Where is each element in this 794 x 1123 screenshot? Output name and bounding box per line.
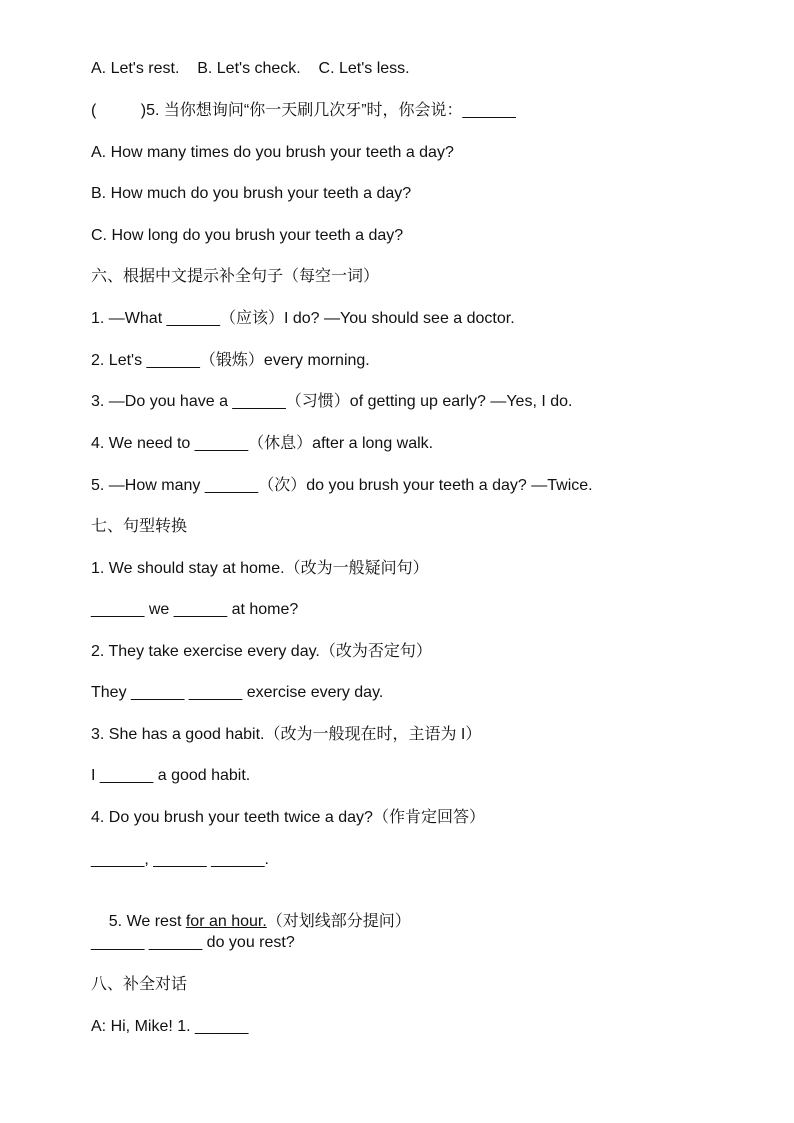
s7-answer-3: I ______ a good habit. <box>91 767 251 784</box>
s6-item-4: 4. We need to ______（休息）after a long walk. <box>91 435 434 452</box>
q5-question: ( )5. 当你想询问“你一天刷几次牙”时，你会说：______ <box>91 102 516 119</box>
s7-item-2: 2. They take exercise every day.（改为否定句） <box>91 643 432 660</box>
section-8-heading: 八、补全对话 <box>91 976 188 993</box>
s8-dialogue-line-1: A: Hi, Mike! 1. ______ <box>91 1018 249 1035</box>
s7-answer-4: ______, ______ ______. <box>91 851 269 868</box>
s7-answer-1: ______ we ______ at home? <box>91 601 299 618</box>
s7-item-5-underlined: for an hour. <box>185 913 267 930</box>
s6-item-5: 5. —How many ______（次）do you brush your teeth a day? —Twice. <box>91 477 593 494</box>
section-7-heading: 七、句型转换 <box>91 518 188 535</box>
s7-item-5-suffix: （对划线部分提问） <box>266 913 411 930</box>
q5-option-b: B. How much do you brush your teeth a day? <box>91 185 412 202</box>
s7-answer-5: ______ ______ do you rest? <box>91 934 295 951</box>
s6-item-3: 3. —Do you have a ______（习惯）of getting up early? —Yes, I do. <box>91 393 573 410</box>
section-6-heading: 六、根据中文提示补全句子（每空一词） <box>91 268 380 285</box>
s7-answer-2: They ______ ______ exercise every day. <box>91 684 384 701</box>
s7-item-5-prefix: 5. We rest <box>108 913 186 930</box>
s7-item-3: 3. She has a good habit.（改为一般现在时，主语为 I） <box>91 726 482 743</box>
q4-options: A. Let's rest. B. Let's check. C. Let's less. <box>91 60 410 77</box>
s7-item-1: 1. We should stay at home.（改为一般疑问句） <box>91 560 429 577</box>
s6-item-1: 1. —What ______（应该）I do? —You should see a doctor. <box>91 310 515 327</box>
s6-item-2: 2. Let's ______（锻炼）every morning. <box>91 352 370 369</box>
q5-option-c: C. How long do you brush your teeth a day? <box>91 227 404 244</box>
q5-option-a: A. How many times do you brush your teeth a day? <box>91 144 454 161</box>
s7-item-4: 4. Do you brush your teeth twice a day?（作肯定回答） <box>91 809 485 826</box>
